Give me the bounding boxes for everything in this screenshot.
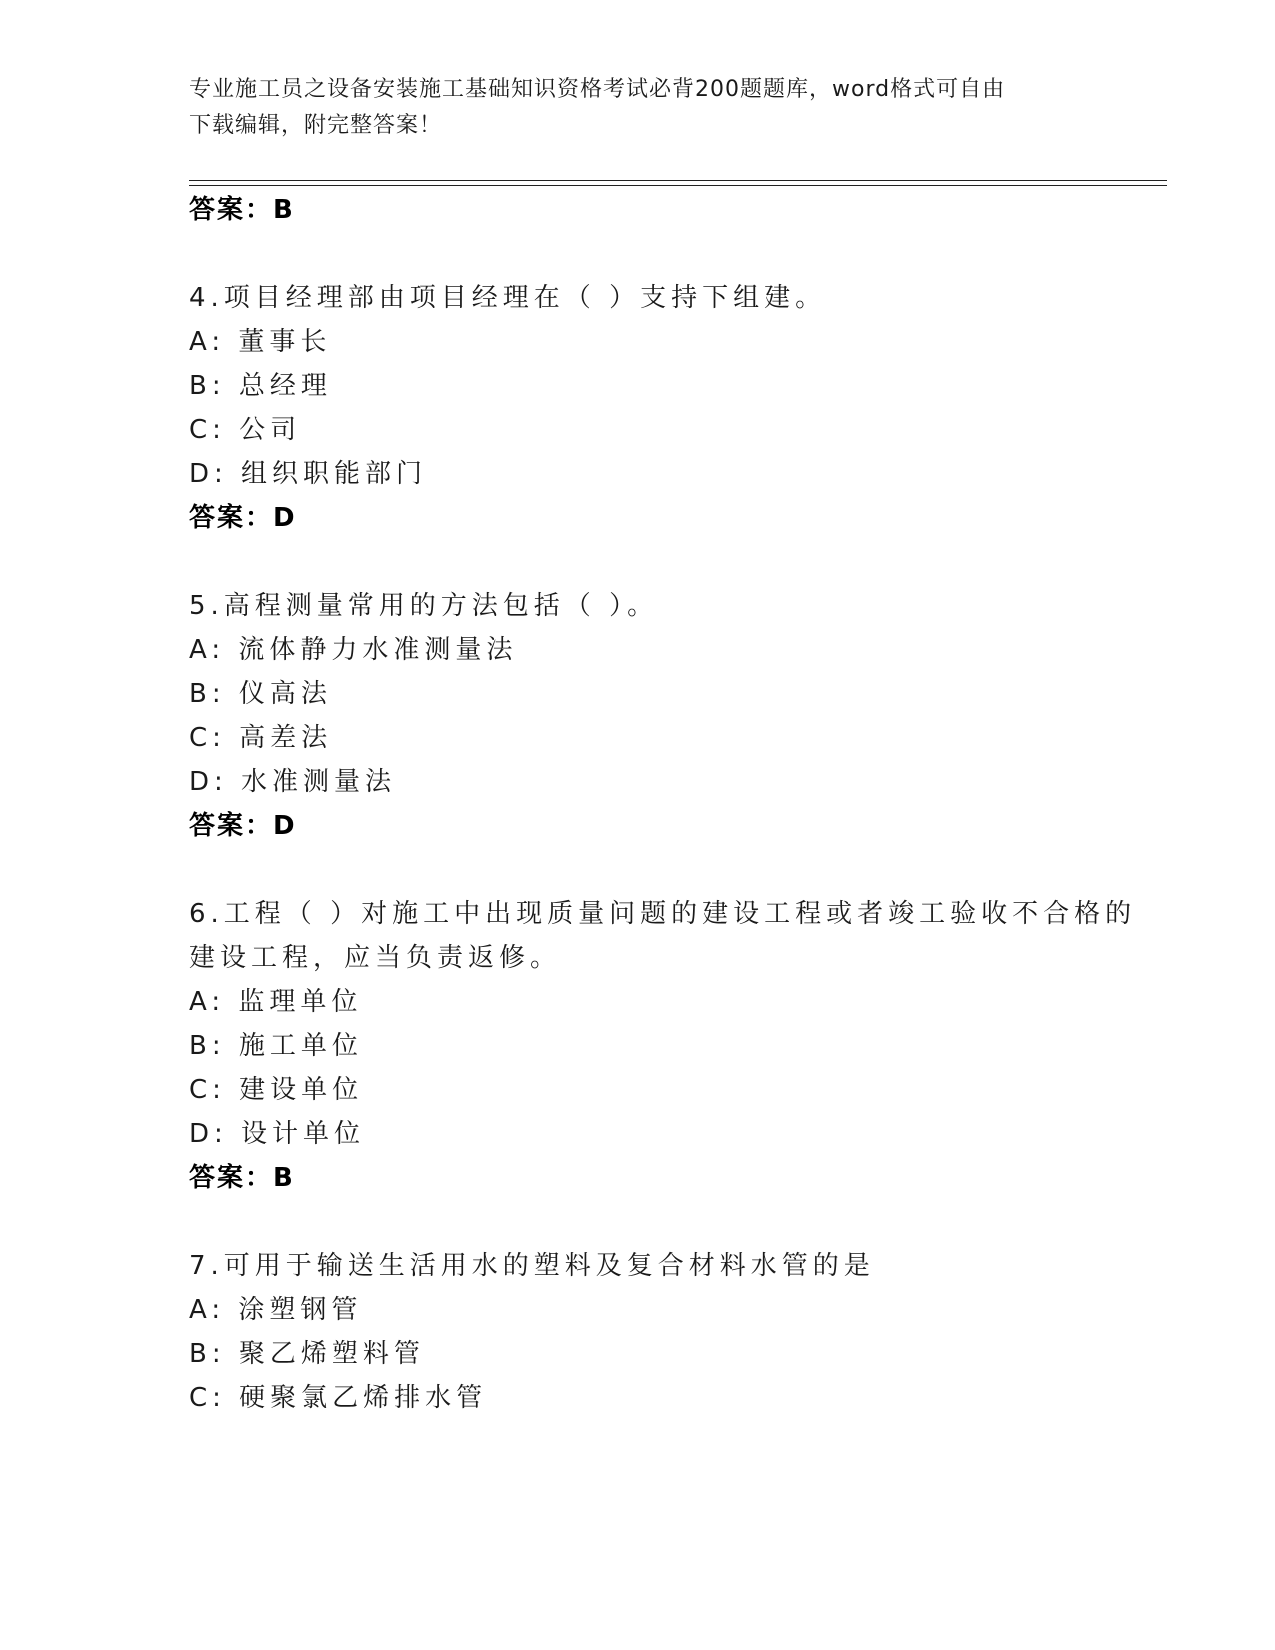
question-7-option-b: B: 聚乙烯塑料管 (189, 1339, 425, 1369)
header-line-1: 专业施工员之设备安装施工基础知识资格考试必背200题题库，word格式可自由 (189, 77, 1006, 102)
question-6-stem-line-2: 建设工程，应当负责返修。 (189, 943, 562, 973)
question-6-stem-line-1: 6.工程（ ）对施工中出现质量问题的建设工程或者竣工验收不合格的 (189, 899, 1137, 929)
question-6-option-c: C: 建设单位 (189, 1075, 364, 1105)
question-7-stem: 7.可用于输送生活用水的塑料及复合材料水管的是 (189, 1251, 875, 1281)
question-5-option-a: A: 流体静力水准测量法 (189, 635, 518, 665)
question-6-answer: 答案：B (189, 1163, 295, 1193)
question-5-option-d: D: 水准测量法 (189, 767, 397, 797)
question-4-option-d: D: 组织职能部门 (189, 459, 428, 489)
question-7-option-a: A: 涂塑钢管 (189, 1295, 363, 1325)
question-5-stem: 5.高程测量常用的方法包括（ ）。 (189, 591, 659, 621)
header-divider-bottom (189, 185, 1167, 186)
header-divider-top (189, 180, 1167, 181)
question-4-option-c: C: 公司 (189, 415, 302, 445)
question-4-answer: 答案：D (189, 503, 297, 533)
question-5-answer: 答案：D (189, 811, 297, 841)
question-5-option-b: B: 仪高法 (189, 679, 332, 709)
question-4-option-a: A: 董事长 (189, 327, 332, 357)
header-line-2: 下载编辑，附完整答案！ (189, 113, 443, 138)
question-6-option-a: A: 监理单位 (189, 987, 363, 1017)
document-header (189, 72, 1089, 144)
question-4-option-b: B: 总经理 (189, 371, 332, 401)
question-7-option-c: C: 硬聚氯乙烯排水管 (189, 1383, 488, 1413)
question-4-stem: 4.项目经理部由项目经理在（ ）支持下组建。 (189, 283, 827, 313)
question-6-option-d: D: 设计单位 (189, 1119, 366, 1149)
question-5-option-c: C: 高差法 (189, 723, 333, 753)
question-6-option-b: B: 施工单位 (189, 1031, 363, 1061)
answer-q3: 答案：B (189, 195, 295, 225)
